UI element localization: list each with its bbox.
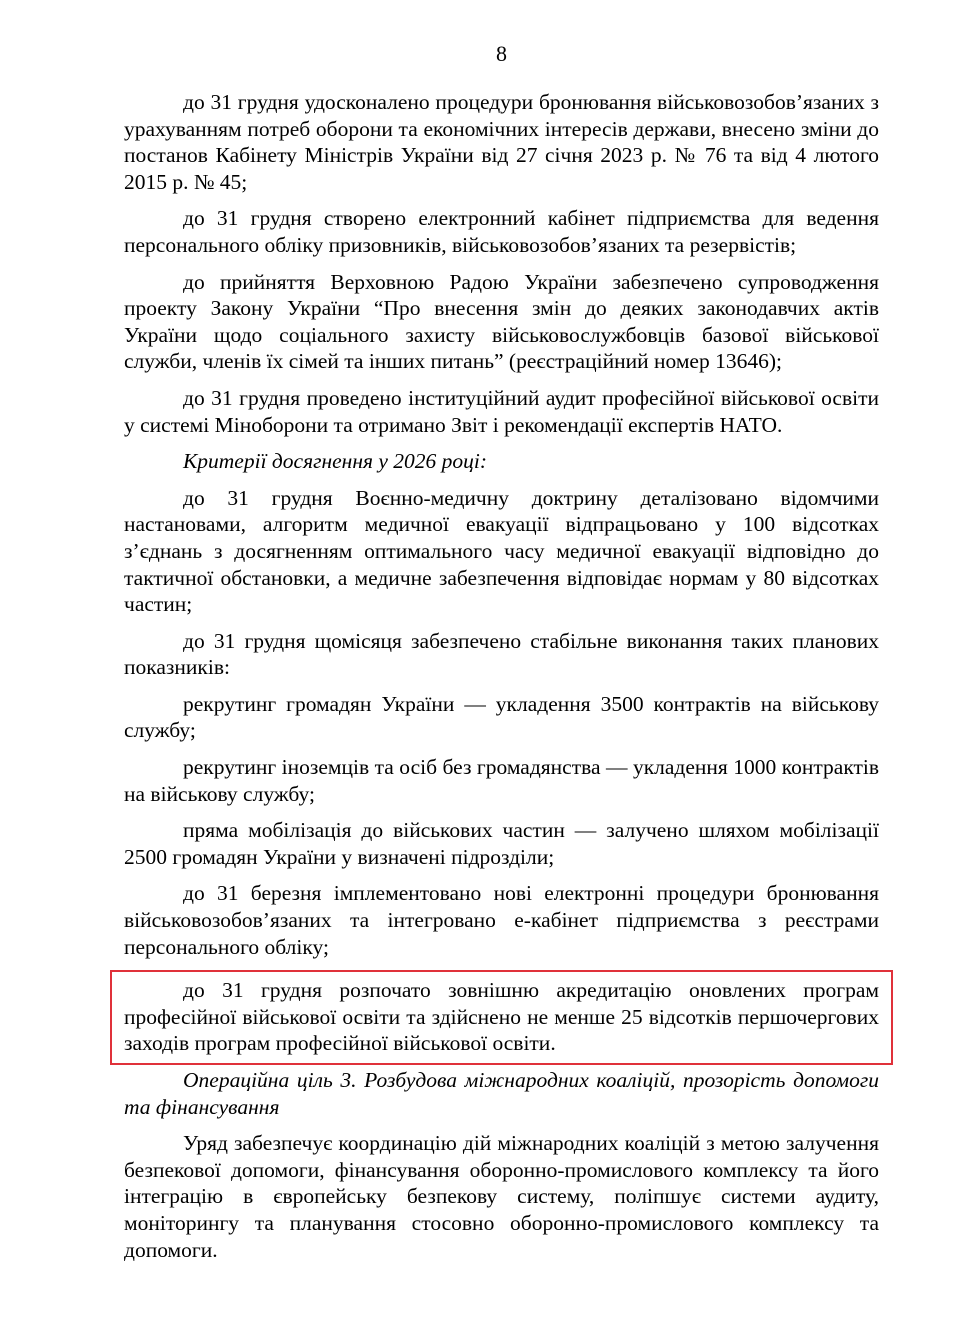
paragraph-draft-law-support: до прийняття Верховною Радою України забезпечено супроводження проекту Закону України “Про внесення змін до деяких законодавчих актів України щодо соціального захисту військовослужбовців базової військової служби, членів їх сімей та інших питань” (реєстраційний номер 13646); bbox=[124, 269, 879, 374]
paragraph-medical-doctrine: до 31 грудня Воєнно-медичну доктрину деталізовано відомчими настановами, алгоритм медичної евакуації відпрацьовано у 100 відсотках з’єднань з досягненням оптимального часу медичної евакуації відповідно до тактичної обстановки, а медичне забезпечення відповідає нормам у 80 відсотках частин; bbox=[124, 485, 879, 617]
paragraph-enterprise-cabinet: до 31 грудня створено електронний кабінет підприємства для ведення персонального обліку призовників, військовозобов’язаних та резервістів; bbox=[124, 206, 879, 257]
page-number: 8 bbox=[496, 41, 507, 66]
paragraph-electronic-procedures: до 31 березня імплементовано нові електронні процедури бронювання військовозобов’язаних та інтегровано е-кабінет підприємства з реєстрами персонального обліку; bbox=[124, 881, 879, 959]
highlighted-box bbox=[110, 970, 893, 1065]
paragraph-recruiting-citizens: рекрутинг громадян України — укладення 3500 контрактів на військову службу; bbox=[124, 691, 879, 743]
document-body bbox=[124, 89, 879, 1273]
paragraph-government-coordination: Уряд забезпечує координацію дій міжнародних коаліцій з метою залучення безпекової допомоги, фінансування оборонно-промислового комплексу та його інтеграцію в європейську безпекову систему, поліпшує системи аудиту, моніторингу та планування стосовно оборонно-промислового комплексу та допомоги. bbox=[124, 1131, 879, 1262]
operational-goal-heading: Операційна ціль 3. Розбудова міжнародних коаліцій, прозорість допомоги та фінансування bbox=[124, 1068, 879, 1119]
paragraph-reservation-procedures: до 31 грудня удосконалено процедури бронювання військовозобов’язаних з урахуванням потреб оборони та економічних інтересів держави, внесено зміни до постанов Кабінету Міністрів України від 27 січня 2023 р. № 76 та від 4 лютого 2015 р. № 45; bbox=[124, 90, 879, 194]
criteria-heading: Критерії досягнення у 2026 році: bbox=[183, 449, 488, 474]
paragraph-monthly-indicators: до 31 грудня щомісяця забезпечено стабільне виконання таких планових показників: bbox=[124, 628, 879, 680]
paragraph-institutional-audit: до 31 грудня проведено інституційний аудит професійної військової освіти у системі Міноборони та отримано Звіт і рекомендації експертів НАТО. bbox=[124, 385, 879, 437]
paragraph-direct-mobilization: пряма мобілізація до військових частин — залучено шляхом мобілізації 2500 громадян України у визначені підрозділи; bbox=[124, 818, 879, 869]
paragraph-accreditation: до 31 грудня розпочато зовнішню акредитацію оновлених програм професійної військової освіти та здійснено не менше 25 відсотків першочергових заходів програм професійної військової освіти. bbox=[124, 978, 879, 1056]
paragraph-recruiting-foreigners: рекрутинг іноземців та осіб без громадянства — укладення 1000 контрактів на військову службу; bbox=[124, 755, 879, 806]
